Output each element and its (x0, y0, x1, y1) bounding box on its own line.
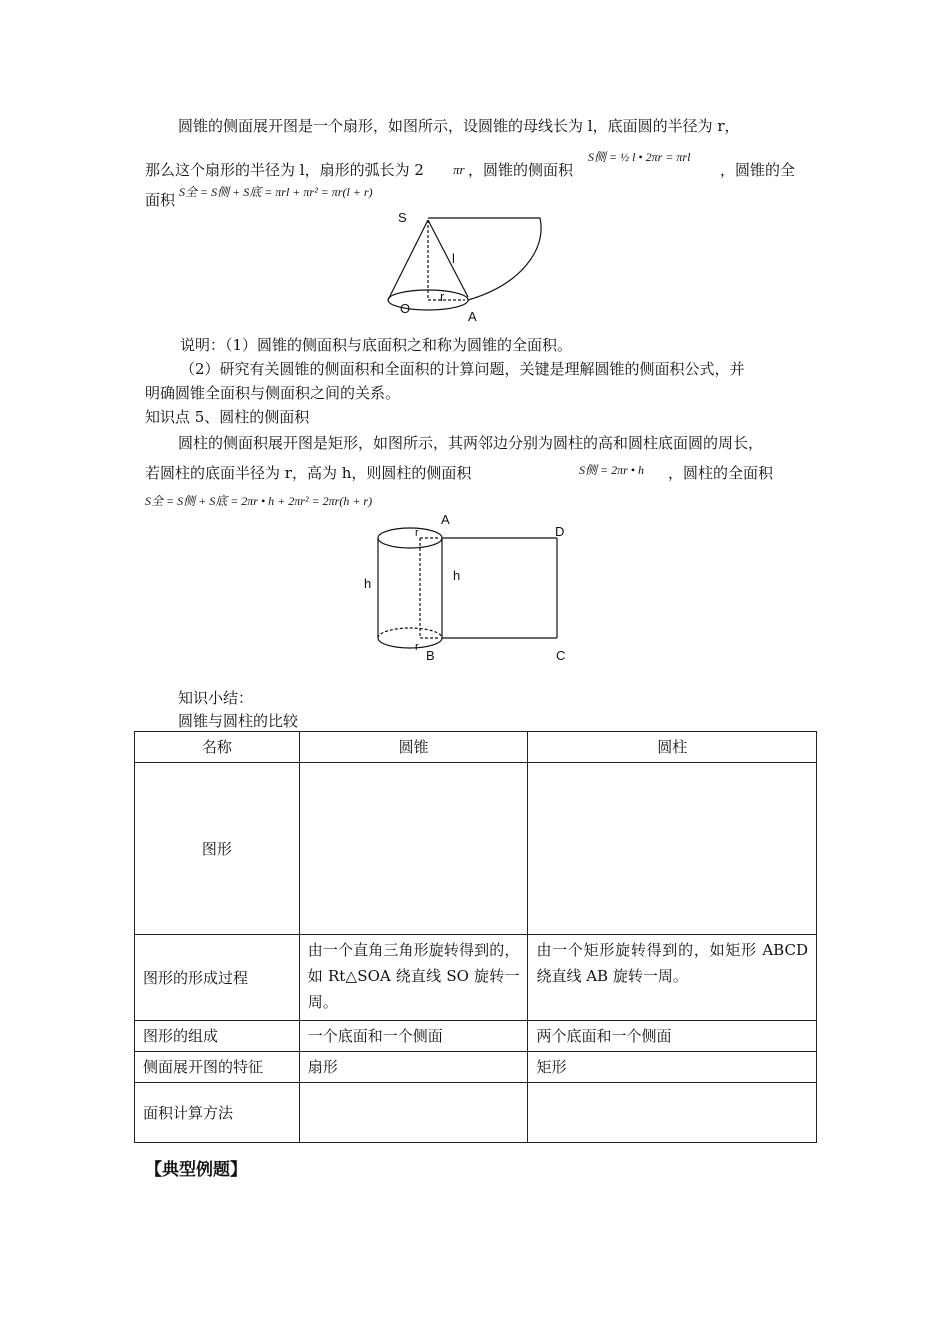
header-cylinder: 圆柱 (528, 732, 817, 763)
cone-label-r: r (440, 289, 445, 304)
cylinder-figure (360, 510, 580, 665)
cylinder-label-b: B (426, 648, 435, 663)
row-label: 面积计算方法 (135, 1083, 300, 1143)
note-1: 说明：（1）圆锥的侧面积与底面积之和称为圆锥的全面积。 (180, 336, 573, 354)
table-row (135, 763, 817, 935)
cone-lateral-formula: S侧 = ½ l • 2πr = πrl (588, 150, 691, 164)
header-cone: 圆锥 (299, 732, 528, 763)
cylinder-label-r-top: r (415, 527, 419, 539)
row-cone (299, 1083, 528, 1143)
cylinder-para-line2a: 若圆柱的底面半径为 r，高为 h，则圆柱的侧面积 (145, 464, 472, 482)
cone-label-a: A (468, 309, 477, 324)
row-cone: 一个底面和一个侧面 (299, 1021, 528, 1052)
row-label: 侧面展开图的特征 (135, 1052, 300, 1083)
row-cone: 扇形 (299, 1052, 528, 1083)
table-row (135, 1052, 817, 1083)
row-cone: 由一个直角三角形旋转得到的，如 Rt△SOA 绕直线 SO 旋转一周。 (299, 935, 528, 1021)
cylinder-label-r-bottom: r (415, 641, 419, 653)
table-header-row (135, 732, 817, 763)
row-cylinder: 矩形 (528, 1052, 817, 1083)
summary-title: 知识小结： (178, 689, 254, 707)
cylinder-label-c: C (556, 648, 566, 663)
cylinder-total-formula: S全 = S侧 + S底 = 2πr • h + 2πr² = 2πr(h + r) (145, 494, 373, 508)
cylinder-para-line1: 圆柱的侧面积展开图是矩形，如图所示，其两邻边分别为圆柱的高和圆柱底面圆的周长， (178, 434, 764, 452)
row-label: 图形的形成过程 (135, 935, 300, 1021)
table-row (135, 1083, 817, 1143)
row-cone (299, 763, 528, 935)
cone-para-line2a: 那么这个扇形的半径为 l，扇形的弧长为 2 (145, 161, 424, 179)
note-2-line1: （2）研究有关圆锥的侧面积和全面积的计算问题，关键是理解圆锥的侧面积公式，并 (180, 360, 745, 378)
note-2-line2: 明确圆锥全面积与侧面积之间的关系。 (145, 384, 401, 402)
row-cylinder (528, 1083, 817, 1143)
row-cylinder (528, 763, 817, 935)
cylinder-label-h-mid: h (453, 568, 461, 583)
comparison-table (134, 731, 817, 1143)
row-cylinder: 由一个矩形旋转得到的，如矩形 ABCD 绕直线 AB 旋转一周。 (528, 935, 817, 1021)
table-row (135, 935, 817, 1021)
cone-para-line2c: ，圆锥的全 (720, 161, 796, 179)
cone-para-line3: 面积 (145, 191, 176, 209)
examples-heading: 【典型例题】 (145, 1160, 247, 1180)
cone-label-s: S (398, 210, 407, 225)
cone-total-formula: S全 = S侧 + S底 = πrl + πr² = πr(l + r) (179, 185, 373, 199)
arc-symbol: πr (453, 162, 465, 177)
cone-figure (380, 205, 560, 327)
cylinder-label-d: D (555, 524, 565, 539)
cone-para-line2b: ，圆锥的侧面积 (468, 161, 574, 179)
cylinder-label-a: A (441, 512, 450, 527)
table-row (135, 1021, 817, 1052)
row-label: 图形的组成 (135, 1021, 300, 1052)
cylinder-para-line2b: ，圆柱的全面积 (668, 464, 774, 482)
row-label: 图形 (135, 763, 300, 935)
cylinder-label-h-left: h (364, 576, 372, 591)
cone-label-l: l (452, 251, 455, 266)
row-cylinder: 两个底面和一个侧面 (528, 1021, 817, 1052)
cone-label-o: O (400, 301, 411, 316)
summary-subtitle: 圆锥与圆柱的比较 (178, 712, 299, 730)
cylinder-heading: 知识点 5、圆柱的侧面积 (145, 408, 310, 426)
header-name: 名称 (135, 732, 300, 763)
cylinder-lateral-formula: S侧 = 2πr • h (579, 463, 644, 477)
cone-para-line1: 圆锥的侧面展开图是一个扇形，如图所示，设圆锥的母线长为 l，底面圆的半径为 r， (178, 117, 740, 135)
